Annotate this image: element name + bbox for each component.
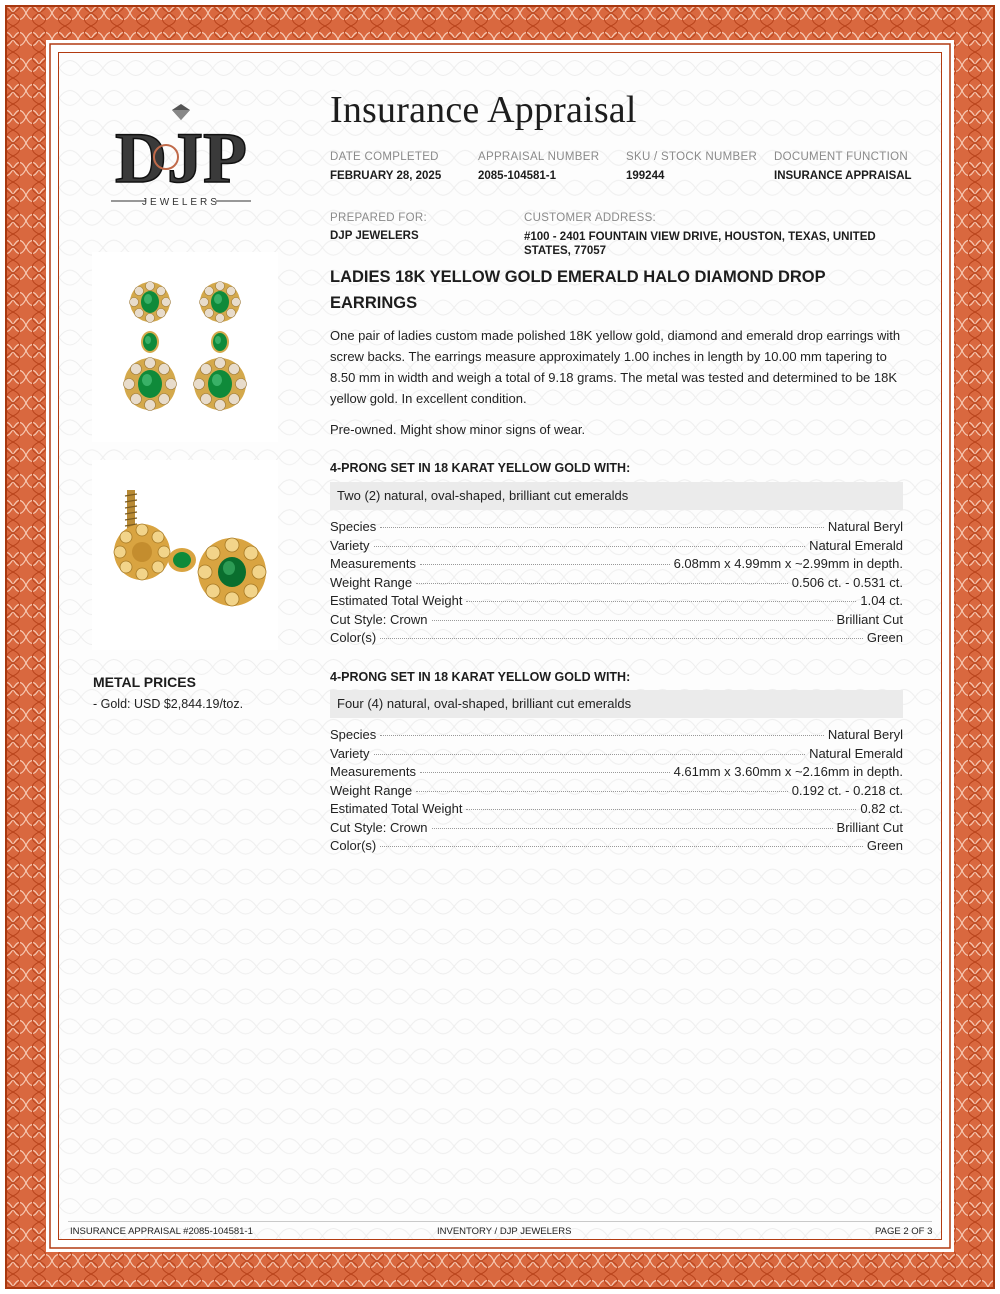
section-2-stone: Four (4) natural, oval-shaped, brilliant cut emeralds <box>337 696 632 711</box>
sku-label: SKU / STOCK NUMBER <box>626 151 758 163</box>
metal-prices-title: METAL PRICES <box>93 674 196 690</box>
earring-top-cluster <box>114 524 170 580</box>
spec-row <box>330 593 903 611</box>
footer-page-number: PAGE 2 OF 3 <box>875 1226 933 1237</box>
spec-key: Measurements <box>330 556 416 571</box>
spec-value: Natural Beryl <box>827 519 903 534</box>
spec-key: Variety <box>330 538 370 553</box>
spec-key: Species <box>330 519 377 534</box>
spec-row <box>330 838 903 856</box>
earring-left <box>124 282 177 411</box>
spec-value: Brilliant Cut <box>836 820 903 835</box>
spec-row <box>330 556 903 574</box>
appraisal-number-label: APPRAISAL NUMBER <box>478 151 600 163</box>
spec-value: Green <box>866 630 903 645</box>
spec-row <box>330 575 903 593</box>
section-2-title: 4-PRONG SET IN 18 KARAT YELLOW GOLD WITH: <box>330 670 631 684</box>
appraisal-number-value: 2085-104581-1 <box>478 170 557 182</box>
spec-key: Estimated Total Weight <box>330 801 463 816</box>
footer-appraisal-id: INSURANCE APPRAISAL #2085-104581-1 <box>70 1226 253 1237</box>
footer-divider <box>68 1221 932 1222</box>
spec-key: Weight Range <box>330 783 413 798</box>
earrings-side-photo <box>92 460 278 650</box>
spec-key: Measurements <box>330 764 416 779</box>
customer-address-label: CUSTOMER ADDRESS: <box>524 212 657 224</box>
section-1-stone-bar <box>330 482 903 510</box>
date-completed-label: DATE COMPLETED <box>330 151 439 163</box>
earring-drop-cluster <box>198 538 266 606</box>
spec-value: 1.04 ct. <box>860 593 903 608</box>
spec-key: Weight Range <box>330 575 413 590</box>
spec-value: 0.82 ct. <box>860 801 903 816</box>
spec-value: 0.192 ct. - 0.218 ct. <box>791 783 903 798</box>
spec-value: Brilliant Cut <box>836 612 903 627</box>
spec-key: Cut Style: Crown <box>330 820 428 835</box>
date-completed-value: FEBRUARY 28, 2025 <box>330 170 442 182</box>
section-1-stone: Two (2) natural, oval-shaped, brilliant cut emeralds <box>337 488 629 503</box>
spec-value: 0.506 ct. - 0.531 ct. <box>791 575 903 590</box>
djp-jewelers-logo <box>106 102 256 212</box>
sku-value: 199244 <box>626 170 665 182</box>
condition-note: Pre-owned. Might show minor signs of wear. <box>330 422 586 437</box>
page-title: Insurance Appraisal <box>330 89 637 131</box>
spec-row <box>330 519 903 537</box>
spec-key: Color(s) <box>330 630 377 645</box>
customer-address-value: #100 - 2401 FOUNTAIN VIEW DRIVE, HOUSTON, TEXAS, UNITED STATES, 77057 <box>524 231 876 257</box>
prepared-for-label: PREPARED FOR: <box>330 212 427 224</box>
spec-key: Variety <box>330 746 370 761</box>
earrings-front-photo <box>92 252 278 442</box>
prepared-for-value: DJP JEWELERS <box>330 230 419 242</box>
spec-key: Estimated Total Weight <box>330 593 463 608</box>
item-description: One pair of ladies custom made polished 18K yellow gold, diamond and emerald drop earrings with screw backs. The earrings measure approximately 1.00 inches in length by 10.00 mm tapering to 8.50 mm in width and weigh a total of 9.18 grams. The metal was tested and determined to be 18K yellow gold. In excellent condition. <box>330 328 901 406</box>
logo-subtitle: JEWELERS <box>142 197 220 208</box>
spec-key: Cut Style: Crown <box>330 612 428 627</box>
gold-price: - Gold: USD $2,844.19/toz. <box>93 697 244 711</box>
spec-value: Natural Emerald <box>809 746 903 761</box>
spec-row <box>330 630 903 648</box>
spec-value: Green <box>866 838 903 853</box>
spec-row <box>330 746 903 764</box>
spec-row <box>330 820 903 838</box>
spec-value: 4.61mm x 3.60mm x ~2.16mm in depth. <box>673 764 903 779</box>
spec-row <box>330 538 903 556</box>
spec-row <box>330 764 903 782</box>
spec-key: Species <box>330 727 377 742</box>
spec-row <box>330 801 903 819</box>
spec-row <box>330 783 903 801</box>
spec-row <box>330 612 903 630</box>
document-function-value: INSURANCE APPRAISAL <box>774 170 912 182</box>
section-2-stone-bar <box>330 690 903 718</box>
spec-row <box>330 727 903 745</box>
spec-value: Natural Emerald <box>809 538 903 553</box>
item-heading: LADIES 18K YELLOW GOLD EMERALD HALO DIAMOND DROP EARRINGS <box>330 268 826 312</box>
section-1-title: 4-PRONG SET IN 18 KARAT YELLOW GOLD WITH: <box>330 461 631 475</box>
logo-letters: DJP <box>115 118 247 198</box>
spec-key: Color(s) <box>330 838 377 853</box>
spec-value: 6.08mm x 4.99mm x ~2.99mm in depth. <box>673 556 903 571</box>
spec-value: Natural Beryl <box>827 727 903 742</box>
document-function-label: DOCUMENT FUNCTION <box>774 151 908 163</box>
earring-right <box>194 282 247 411</box>
footer-inventory: INVENTORY / DJP JEWELERS <box>437 1226 572 1237</box>
